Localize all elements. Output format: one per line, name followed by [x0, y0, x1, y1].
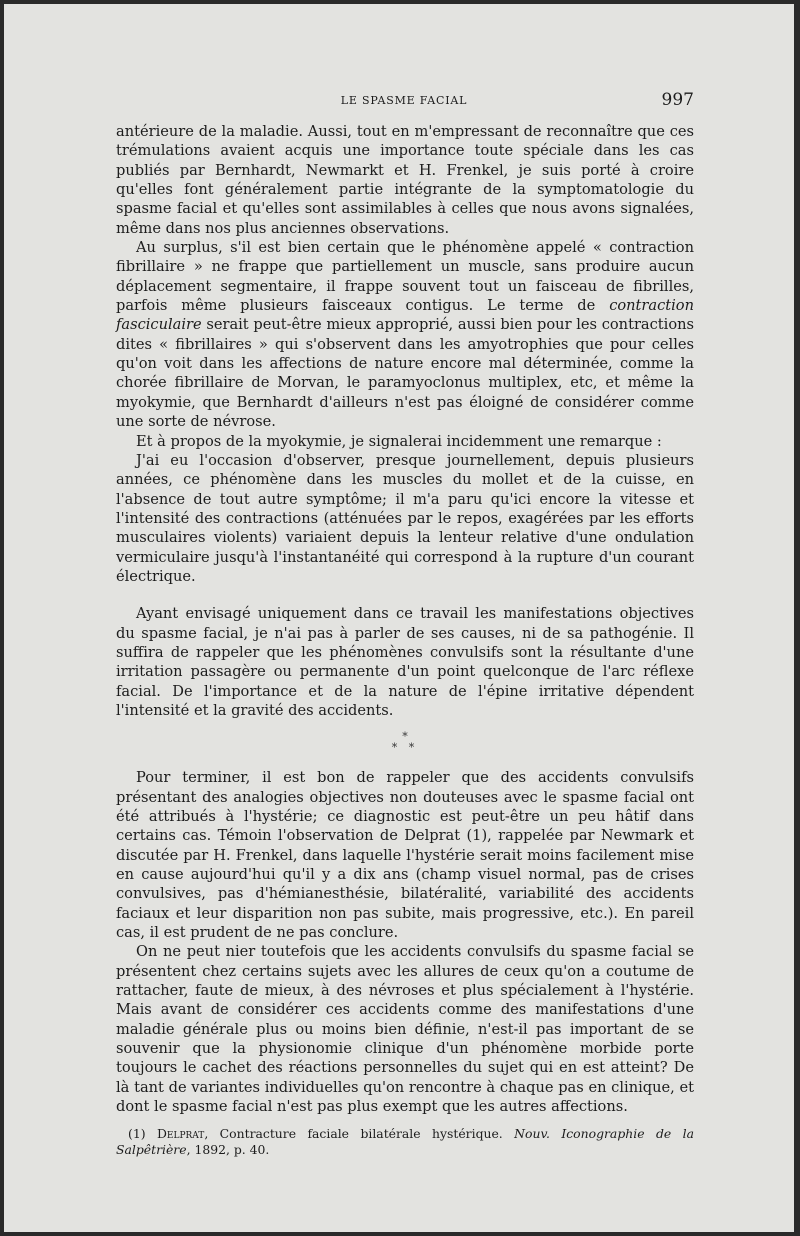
- footnote-details: , 1892, p. 40.: [186, 1142, 270, 1157]
- paragraph-3: Et à propos de la myokymie, je signalerai incidemment une remarque :: [136, 432, 662, 450]
- footnote-marker: (1): [128, 1125, 157, 1141]
- paragraph-1: antérieure de la maladie. Aussi, tout en m'empressant de reconnaître que ces trémulations avaient acquis une importance toute spéciale dans les cas publiés par Bernhardt, Newmarkt et H. Frenkel, je suis porté à croire qu'elles font généralement partie intégrante de la symptomatologie du spasme facial et qu'elles sont assimilables à celles que nous avons signalées, même dans nos plus anciennes observations.: [116, 123, 694, 237]
- paragraph-6: Pour terminer, il est bon de rappeler que des accidents convulsifs présentant des analogies objectives non douteuses avec le spasme facial ont été attribués à l'hystérie; ce diagnostic est peut-être un peu hâtif dans certains cas. Témoin l'observation de Delprat (1), rappelée par Newmark et discutée par H. Frenkel, dans laquelle l'hystérie serait moins facilement mise en cause aujourd'hui qu'il y a dix ans (champ visuel normal, pas de crises convulsives, pas d'hémianesthésie, bilatéralité, variabilité des accidents faciaux et leur disparition non pas subite, mais progressive, etc.). En pareil cas, il est prudent de ne pas conclure.: [116, 769, 694, 942]
- paragraph-7: On ne peut nier toutefois que les accidents convulsifs du spasme facial se présentent chez certains sujets avec les allures de ceux qu'on a coutume de rattacher, faute de mieux, à des névroses et plus spécialement à l'hystérie. Mais avant de considérer ces accidents comme des manifestations d'une maladie générale plus ou moins bien définie, n'est-il pas important de se souvenir que la physionomie clinique d'un phénomène morbide porte toujours le cachet des réactions personnelles du sujet qui en est atteint? De là tant de variantes individuelles qu'on rencontre à chaque pas en clinique, et dont le spasme facial n'est pas plus exempt que les autres affections.: [116, 943, 694, 1116]
- paragraph-2-start: Au surplus, s'il est bien certain que le phénomène appelé « contraction fibrillaire » ne frappe que partiellement un muscle, sans produire aucun déplacement segmentaire, il frappe souvent tout un faisceau de fibrilles, parfois même plusieurs faisceaux contigus. Le terme de: [116, 239, 694, 315]
- document-page: [4, 4, 794, 1232]
- paragraph-2-italic-term: contraction fasciculaire: [116, 297, 694, 334]
- paragraph-2-end: serait peut-être mieux approprié, aussi bien pour les contractions dites « fibrillaires » qui s'observent dans les amyotrophies que pour celles qu'on voit dans les affections de nature encore mal déterminée, comme la chorée fibrillaire de Morvan, le paramyoclonus multiplex, etc, et même la myokymie, que Bernhardt d'ailleurs n'est pas éloigné de considérer comme une sorte de névrose.: [116, 316, 694, 431]
- footnote-journal: Nouv. Iconographie de la Salpêtrière: [116, 1125, 694, 1157]
- running-title: LE SPASME FACIAL: [340, 94, 468, 107]
- paragraph-5: Ayant envisagé uniquement dans ce travail les manifestations objectives du spasme facial, je n'ai pas à parler de ses causes, ni de sa pathogénie. Il suffira de rappeler que les phénomènes convulsifs sont la résultante d'une irritation passagère ou permanente d'un point quelconque de l'arc réflexe facial. De l'importance et de la nature de l'épine irritative dépendent l'intensité et la gravité des accidents.: [116, 605, 694, 719]
- running-head: [114, 90, 694, 112]
- asterism-separator: [116, 731, 694, 753]
- footnote-author: Delprat: [156, 1125, 205, 1141]
- page-number: 997: [661, 90, 694, 110]
- body-text: [116, 122, 694, 1159]
- footnote: [116, 1126, 694, 1159]
- footnote-text: , Contracture faciale bilatérale hystérique.: [204, 1125, 515, 1141]
- paragraph-2: [116, 238, 694, 431]
- asterism-bottom: * *: [391, 741, 419, 755]
- asterism-top: *: [402, 730, 408, 744]
- paragraph-4: J'ai eu l'occasion d'observer, presque journellement, depuis plusieurs années, ce phénomène dans les muscles du mollet et de la cuisse, en l'absence de tout autre symptôme; il m'a paru qu'ici encore la vitesse et l'intensité des contractions (atténuées par le repos, exagérées par les efforts musculaires violents) variaient depuis la lenteur relative d'une ondulation vermiculaire jusqu'à l'instantanéité qui correspond à la rupture d'un courant électrique.: [116, 451, 694, 585]
